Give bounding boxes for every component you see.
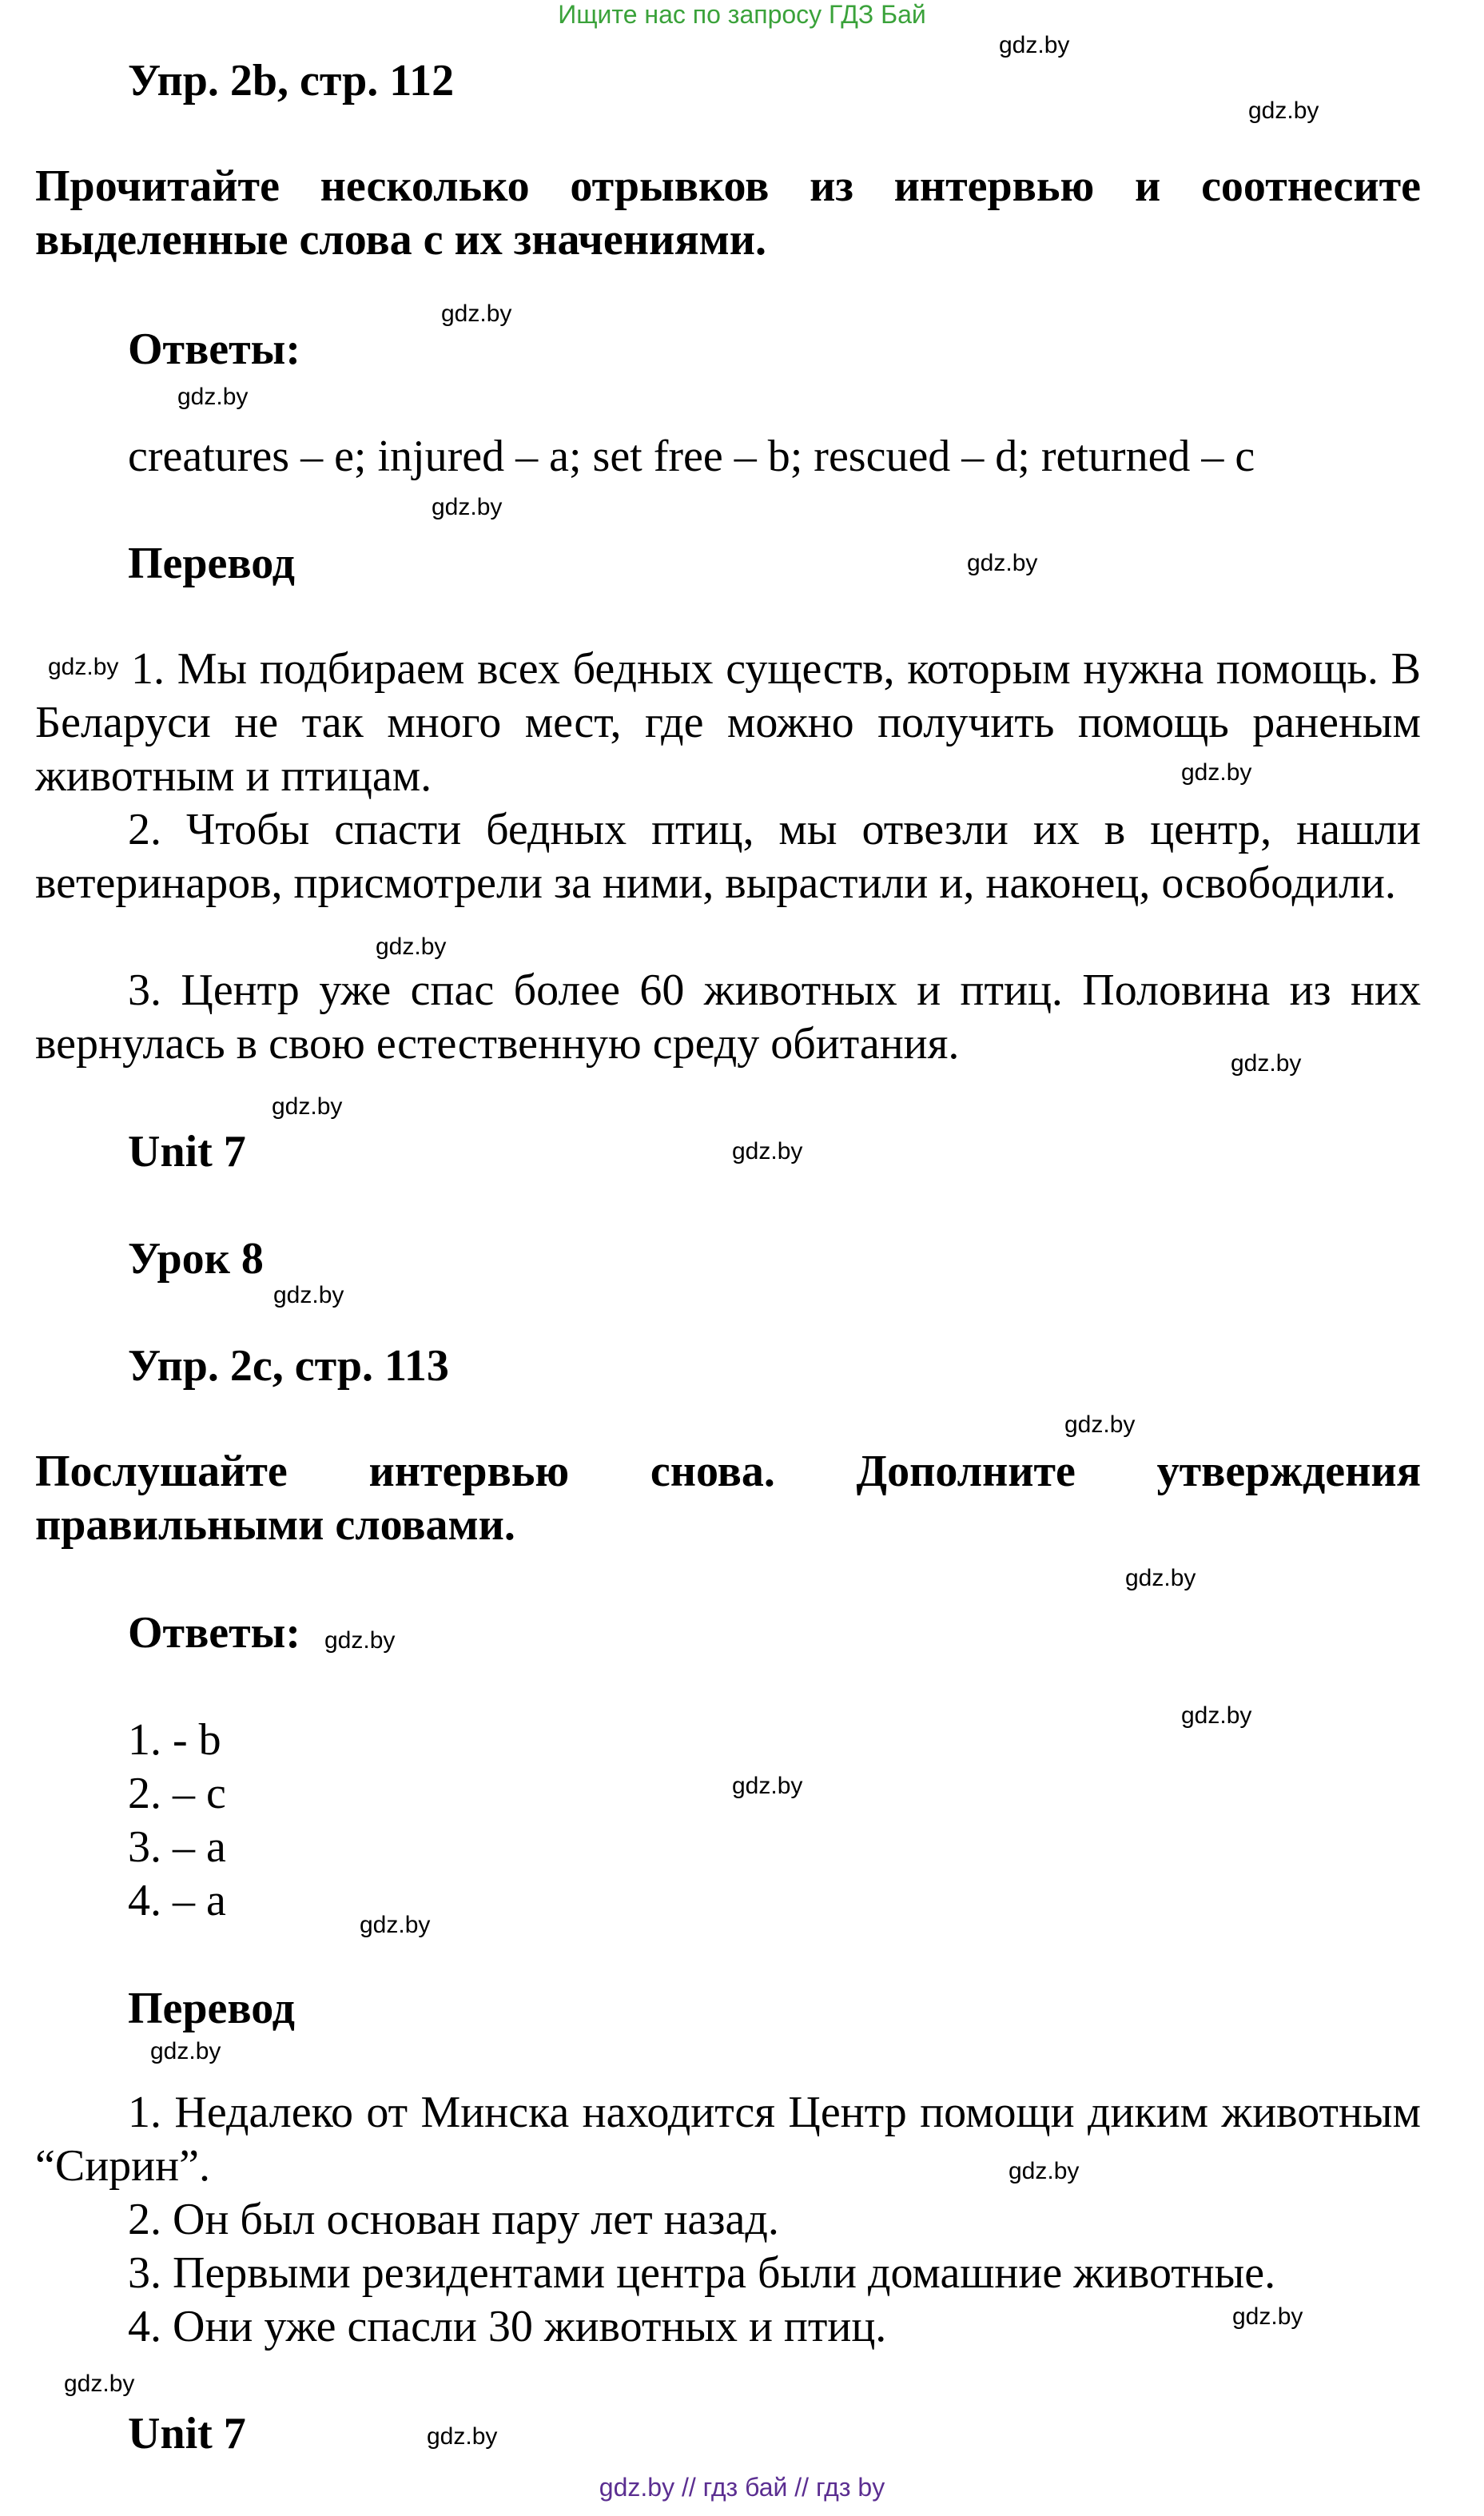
- watermark: gdz.by: [48, 654, 119, 680]
- translation-label-2c: Перевод: [128, 1984, 295, 2033]
- watermark: gdz.by: [150, 2038, 221, 2064]
- watermark: gdz.by: [1009, 2158, 1080, 2184]
- unit-label-bottom: Unit 7: [128, 2409, 246, 2458]
- answer-item: 1. - b: [128, 1715, 221, 1765]
- answer-item: 4. – a: [128, 1876, 226, 1925]
- translation-item-2c-2: 2. Он был основан пару лет назад.: [128, 2195, 779, 2244]
- translation-item-2b-3: 3. Центр уже спас более 60 животных и птиц. Половина из них вернулась в свою естественную среду обитания.: [35, 965, 1421, 1069]
- watermark: gdz.by: [1181, 759, 1252, 786]
- translation-item-2c-3: 3. Первыми резидентами центра были домашние животные.: [128, 2248, 1276, 2298]
- watermark: gdz.by: [1231, 1050, 1302, 1077]
- watermark: gdz.by: [324, 1627, 396, 1654]
- exercise-task-2c: Послушайте интервью снова. Дополните утверждения правильными словами.: [35, 1447, 1421, 1550]
- watermark: gdz.by: [273, 1282, 344, 1308]
- translation-item-2c-1: 1. Недалеко от Минска находится Центр помощи диким животным “Сирин”.: [35, 2088, 1421, 2191]
- watermark: gdz.by: [427, 2423, 498, 2450]
- watermark: gdz.by: [177, 384, 249, 410]
- watermark: gdz.by: [376, 934, 447, 960]
- watermark: gdz.by: [999, 32, 1070, 58]
- translation-item-2b-1: 1. Мы подбираем всех бедных существ, которым нужна помощь. В Беларуси не так много мест, где можно получить помощь раненым животным и птицам.: [35, 644, 1421, 801]
- unit-label: Unit 7: [128, 1127, 246, 1176]
- watermark: gdz.by: [732, 1138, 803, 1164]
- answers-label-2c: Ответы:: [128, 1608, 301, 1658]
- watermark: gdz.by: [967, 550, 1038, 576]
- answers-text-2b: creatures – e; injured – a; set free – b; rescued – d; returned – c: [128, 432, 1255, 481]
- answers-label-2b: Ответы:: [128, 324, 301, 374]
- footer-banner[interactable]: gdz.by // гдз бай // гдз by: [599, 2473, 885, 2502]
- header-banner[interactable]: Ищите нас по запросу ГДЗ Бай: [558, 0, 926, 29]
- translation-item-2c-4: 4. Они уже спасли 30 животных и птиц.: [128, 2302, 887, 2351]
- lesson-label: Урок 8: [128, 1234, 264, 1284]
- translation-item-2b-2: 2. Чтобы спасти бедных птиц, мы отвезли их в центр, нашли ветеринаров, присмотрели за ними, вырастили и, наконец, освободили.: [35, 805, 1421, 908]
- watermark: gdz.by: [272, 1093, 343, 1120]
- watermark: gdz.by: [1125, 1565, 1196, 1591]
- watermark: gdz.by: [732, 1773, 803, 1799]
- watermark: gdz.by: [441, 301, 512, 327]
- watermark: gdz.by: [1181, 1702, 1252, 1729]
- answer-item: 2. – c: [128, 1769, 226, 1818]
- watermark: gdz.by: [1232, 2303, 1303, 2330]
- exercise-title-2b: Упр. 2b, стр. 112: [128, 56, 455, 105]
- watermark: gdz.by: [1064, 1411, 1136, 1438]
- watermark: gdz.by: [360, 1912, 431, 1938]
- exercise-task-2b: Прочитайте несколько отрывков из интервью и соотнесите выделенные слова с их значениями.: [35, 161, 1421, 265]
- translation-label-2b: Перевод: [128, 539, 295, 588]
- watermark: gdz.by: [432, 494, 503, 520]
- watermark: gdz.by: [1248, 98, 1319, 124]
- watermark: gdz.by: [64, 2371, 135, 2397]
- exercise-title-2c: Упр. 2c, стр. 113: [128, 1341, 449, 1391]
- answer-item: 3. – a: [128, 1822, 226, 1872]
